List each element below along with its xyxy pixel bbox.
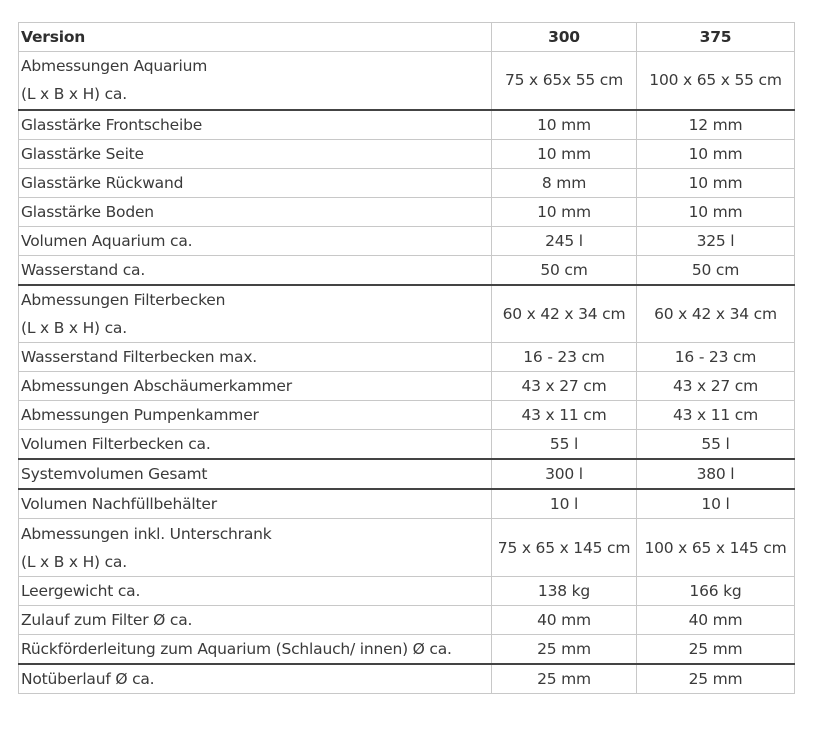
row-value-375: 55 l	[637, 430, 795, 460]
row-label-line: Abmessungen Filterbecken	[21, 290, 226, 309]
table-row	[19, 197, 795, 226]
row-label-line: (L x B x H) ca.	[21, 552, 127, 571]
row-label-line: Zulauf zum Filter Ø ca.	[21, 611, 193, 629]
row-value-300: 10 mm	[492, 139, 637, 168]
row-value-375: 100 x 65 x 145 cm	[637, 519, 795, 577]
row-value-300: 300 l	[492, 459, 637, 489]
row-value-300: 10 mm	[492, 110, 637, 140]
table-row	[19, 635, 795, 665]
row-value-375: 25 mm	[637, 664, 795, 694]
row-label-line: Glasstärke Seite	[21, 144, 144, 163]
row-value-300: 25 mm	[492, 664, 637, 694]
table-body	[19, 52, 795, 694]
row-label	[19, 226, 492, 255]
row-label	[19, 489, 492, 519]
row-label	[19, 577, 492, 606]
table-row	[19, 285, 795, 343]
header-version: Version	[19, 23, 492, 52]
row-value-375: 60 x 42 x 34 cm	[637, 285, 795, 343]
row-value-375: 10 mm	[637, 197, 795, 226]
row-label-line: Volumen Aquarium ca.	[21, 231, 193, 250]
header-model-2: 375	[637, 23, 795, 52]
table-row	[19, 168, 795, 197]
row-value-375: 50 cm	[637, 255, 795, 285]
row-label	[19, 519, 492, 577]
row-value-375: 43 x 11 cm	[637, 401, 795, 430]
table-row	[19, 255, 795, 285]
row-label-line: Volumen Nachfüllbehälter	[21, 495, 217, 513]
row-value-300: 40 mm	[492, 606, 637, 635]
row-value-300: 25 mm	[492, 635, 637, 665]
table-row	[19, 577, 795, 606]
table-row	[19, 110, 795, 140]
row-value-375: 43 x 27 cm	[637, 372, 795, 401]
table-row	[19, 52, 795, 110]
row-label	[19, 343, 492, 372]
table-header-row	[19, 23, 795, 52]
table-row	[19, 459, 795, 489]
row-value-300: 8 mm	[492, 168, 637, 197]
row-label-line: Rückförderleitung zum Aquarium (Schlauch/ innen) Ø ca.	[21, 640, 452, 658]
row-label	[19, 635, 492, 665]
row-value-375: 166 kg	[637, 577, 795, 606]
table-row	[19, 519, 795, 577]
row-value-375: 10 mm	[637, 168, 795, 197]
row-label-line: (L x B x H) ca.	[21, 318, 127, 337]
row-label	[19, 606, 492, 635]
row-label-line: Abmessungen inkl. Unterschrank	[21, 524, 272, 543]
spec-table	[18, 22, 795, 694]
row-label	[19, 139, 492, 168]
table-row	[19, 343, 795, 372]
row-label	[19, 372, 492, 401]
row-value-375: 10 l	[637, 489, 795, 519]
row-label-line: Glasstärke Rückwand	[21, 173, 184, 192]
row-label-line: Abmessungen Abschäumerkammer	[21, 377, 292, 395]
row-label	[19, 664, 492, 694]
row-label-line: Leergewicht ca.	[21, 582, 141, 600]
table-row	[19, 372, 795, 401]
table-row	[19, 489, 795, 519]
row-label-line: Notüberlauf Ø ca.	[21, 670, 155, 688]
row-value-300: 43 x 11 cm	[492, 401, 637, 430]
row-label-line: Wasserstand ca.	[21, 260, 146, 279]
row-label	[19, 197, 492, 226]
row-value-300: 10 l	[492, 489, 637, 519]
row-value-300: 50 cm	[492, 255, 637, 285]
row-label	[19, 459, 492, 489]
row-value-300: 60 x 42 x 34 cm	[492, 285, 637, 343]
table-row	[19, 664, 795, 694]
row-value-300: 10 mm	[492, 197, 637, 226]
row-value-375: 100 x 65 x 55 cm	[637, 52, 795, 110]
table-row	[19, 430, 795, 460]
row-label-line: Volumen Filterbecken ca.	[21, 435, 211, 453]
row-label	[19, 255, 492, 285]
row-value-300: 55 l	[492, 430, 637, 460]
row-value-375: 16 - 23 cm	[637, 343, 795, 372]
row-label-line: (L x B x H) ca.	[21, 85, 127, 104]
row-label	[19, 168, 492, 197]
header-model-1: 300	[492, 23, 637, 52]
row-value-300: 75 x 65 x 145 cm	[492, 519, 637, 577]
row-value-300: 75 x 65x 55 cm	[492, 52, 637, 110]
row-value-375: 25 mm	[637, 635, 795, 665]
row-value-375: 10 mm	[637, 139, 795, 168]
row-label	[19, 52, 492, 110]
row-label	[19, 401, 492, 430]
row-value-300: 43 x 27 cm	[492, 372, 637, 401]
row-label	[19, 430, 492, 460]
row-value-300: 138 kg	[492, 577, 637, 606]
row-label-line: Abmessungen Pumpenkammer	[21, 406, 259, 424]
row-value-375: 325 l	[637, 226, 795, 255]
table-row	[19, 606, 795, 635]
row-value-300: 245 l	[492, 226, 637, 255]
row-label	[19, 110, 492, 140]
row-value-375: 40 mm	[637, 606, 795, 635]
table-row	[19, 139, 795, 168]
row-label-line: Systemvolumen Gesamt	[21, 465, 208, 483]
table-row	[19, 401, 795, 430]
row-label-line: Glasstärke Frontscheibe	[21, 115, 203, 134]
row-value-375: 12 mm	[637, 110, 795, 140]
row-value-375: 380 l	[637, 459, 795, 489]
row-label-line: Wasserstand Filterbecken max.	[21, 348, 258, 366]
row-label-line: Abmessungen Aquarium	[21, 57, 208, 76]
row-value-300: 16 - 23 cm	[492, 343, 637, 372]
row-label-line: Glasstärke Boden	[21, 202, 154, 221]
table-row	[19, 226, 795, 255]
row-label	[19, 285, 492, 343]
